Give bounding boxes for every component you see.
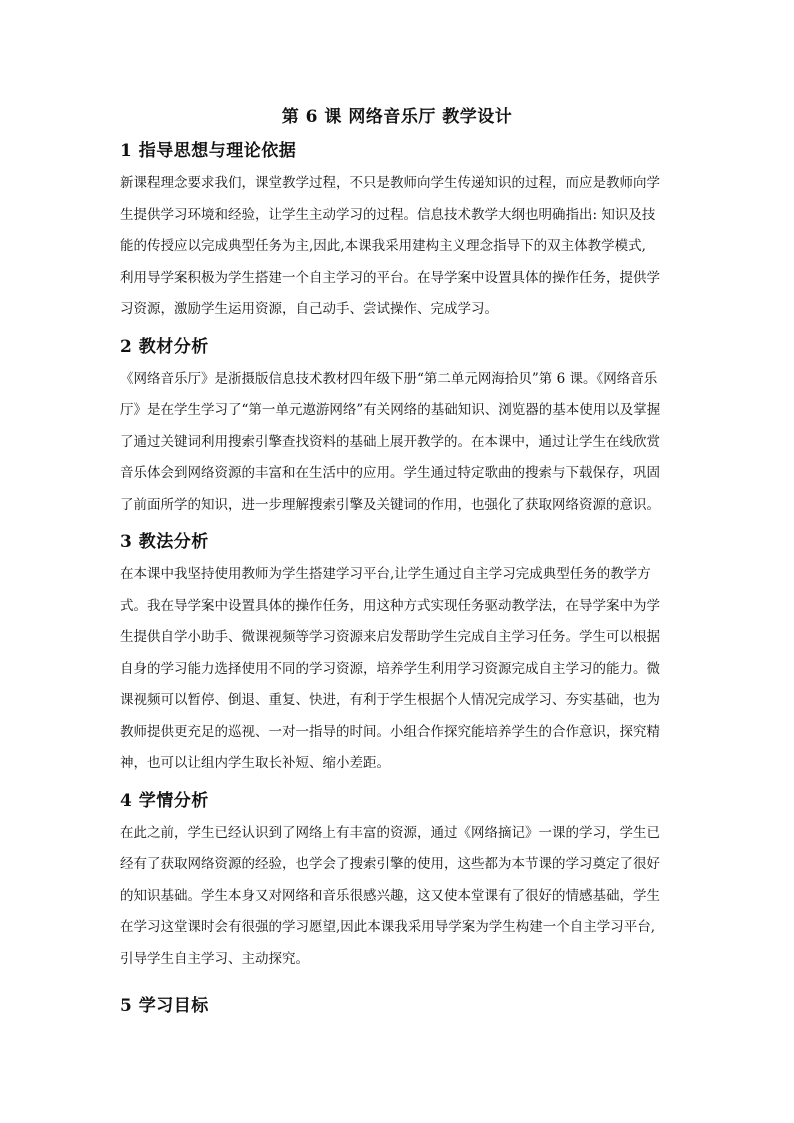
paragraph-line: 神，也可以让组内学生取长补短、缩小差距。 [120,755,390,771]
section-paragraph [120,364,674,522]
section-teaching-method [120,529,674,780]
paragraph-line: 生提供学习环境和经验，让学生主动学习的过程。信息技术教学大纲也明确指出: 知识及技 [120,206,656,223]
paragraph-line: 《网络音乐厅》是浙摄版信息技术教材四年级下册“第二单元网海拾贝”第 6 课。《网络音乐 [120,370,658,387]
paragraph-line: 式。我在导学案中设置具体的操作任务，用这种方式实现任务驱动教学法，在导学案中为学 [120,597,660,614]
section-paragraph [120,818,674,976]
paragraph-line: 经有了获取网络资源的经验，也学会了搜索引擎的使用，这些都为本节课的学习奠定了很好 [120,856,660,872]
paragraph-line: 音乐体会到网络资源的丰富和在生活中的应用。学生通过特定歌曲的搜索与下载保存，巩固 [120,465,660,481]
section-learning-objectives [120,993,674,1019]
section-heading: 1 指导思想与理论依据 [120,141,297,161]
paragraph-line: 利用导学案积极为学生搭建一个自主学习的平台。在导学案中设置具体的操作任务，提供学 [120,269,660,286]
paragraph-line: 生提供自学小助手、微课视频等学习资源来启发帮助学生完成自主学习任务。学生可以根据 [120,629,660,645]
paragraph-line: 能的传授应以完成典型任务为主,因此,本课我采用建构主义理念指导下的双主体教学模式, [120,238,646,254]
document-title: 第 6 课 网络音乐厅 教学设计 [281,107,513,127]
paragraph-line: 了前面所学的知识，进一步理解搜索引擎及关键词的作用，也强化了获取网络资源的意识。 [120,496,660,513]
section-textbook-analysis [120,334,674,522]
section-paragraph [120,559,674,780]
section-heading: 4 学情分析 [120,790,209,811]
section-guiding-ideology [120,138,674,326]
paragraph-line: 厅》是在学生学习了“第一单元遨游网络”有关网络的基础知识、浏览器的基本使用以及掌握 [120,402,661,418]
paragraph-line: 了通过关键词利用搜索引擎查找资料的基础上展开教学的。在本课中，通过让学生在线欣赏 [120,433,660,450]
paragraph-line: 自身的学习能力选择使用不同的学习资源，培养学生利用学习资源完成自主学习的能力。微 [120,660,660,677]
paragraph-line: 习资源，激励学生运用资源，自己动手、尝试操作、完成学习。 [120,301,498,317]
paragraph-line: 在学习这堂课时会有很强的学习愿望,因此本课我采用导学案为学生构建一个自主学习平台, [120,919,656,935]
paragraph-line: 在此之前，学生已经认识到了网络上有丰富的资源，通过《网络摘记》一课的学习，学生已 [120,824,660,841]
paragraph-line: 新课程理念要求我们，课堂教学过程，不只是教师向学生传递知识的过程，而应是教师向学 [120,175,660,191]
paragraph-line: 的知识基础。学生本身又对网络和音乐很感兴趣，这又使本堂课有了很好的情感基础，学生 [120,887,660,904]
paragraph-line: 课视频可以暂停、倒退、重复、快进，有利于学生根据个人情况完成学习、夯实基础，也为 [120,692,660,708]
section-student-analysis [120,788,674,976]
paragraph-line: 教师提供更充足的巡视、一对一指导的时间。小组合作探究能培养学生的合作意识，探究精 [120,723,660,740]
paragraph-line: 在本课中我坚持使用教师为学生搭建学习平台,让学生通过自主学习完成典型任务的教学方 [120,566,651,582]
section-heading: 2 教材分析 [120,336,209,357]
paragraph-line: 引导学生自主学习、主动探究。 [120,950,309,967]
section-paragraph [120,168,674,326]
section-heading: 3 教法分析 [120,532,209,552]
section-heading: 5 学习目标 [120,996,209,1016]
